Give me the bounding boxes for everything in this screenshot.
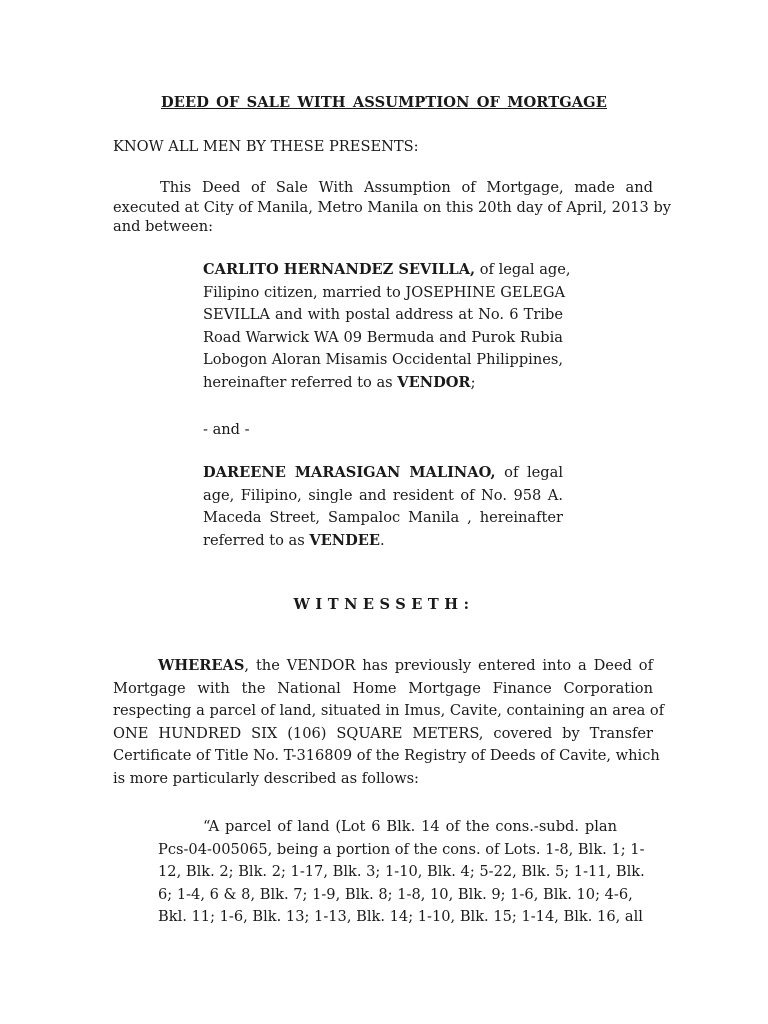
whereas-lead: WHEREAS	[158, 657, 245, 674]
whereas-line-text: , the VENDOR has previously entered into a Deed of	[244, 657, 653, 674]
quote-line: 12, Blk. 2; Blk. 2; 1-17, Blk. 3; 1-10, Blk. 4; 5-22, Blk. 5; 1-11, Blk.	[158, 863, 645, 880]
vendee-line-text: .	[380, 531, 385, 549]
vendee-line	[203, 462, 563, 485]
vendee-line	[203, 530, 563, 553]
vendor-line-text: hereinafter referred to as	[203, 373, 398, 391]
whereas-paragraph	[113, 655, 665, 790]
vendee-role: VENDEE	[309, 531, 381, 549]
vendor-line	[203, 372, 563, 395]
vendee-line: Maceda Street, Sampaloc Manila , hereinafter	[203, 509, 563, 526]
vendee-line-text: referred to as	[203, 531, 310, 549]
witnesseth-heading: WITNESSETH:	[293, 596, 475, 613]
intro-line: executed at City of Manila, Metro Manila on this 20th day of April, 2013 by	[113, 198, 672, 216]
quote-line: Bkl. 11; 1-6, Blk. 13; 1-13, Blk. 14; 1-10, Blk. 15; 1-14, Blk. 16, all	[158, 908, 643, 925]
salutation: KNOW ALL MEN BY THESE PRESENTS:	[113, 138, 419, 155]
vendor-role: VENDOR	[397, 373, 471, 391]
vendor-line	[203, 259, 571, 282]
whereas-line: Certificate of Title No. T-316809 of the Registry of Deeds of Cavite, which	[113, 747, 660, 764]
quote-line: “A parcel of land (Lot 6 Blk. 14 of the cons.-subd. plan	[203, 818, 617, 835]
and-separator: - and -	[203, 421, 250, 438]
whereas-line: is more particularly described as follows:	[113, 769, 419, 787]
quote-line: 6; 1-4, 6 & 8, Blk. 7; 1-9, Blk. 8; 1-8, 10, Blk. 9; 1-6, Blk. 10; 4-6,	[158, 885, 633, 903]
whereas-line: ONE HUNDRED SIX (106) SQUARE METERS, covered by Transfer	[113, 724, 653, 742]
whereas-line: Mortgage with the National Home Mortgage Finance Corporation	[113, 679, 653, 697]
vendee-name: DAREENE MARASIGAN MALINAO,	[203, 464, 496, 481]
intro-line: and between:	[113, 218, 214, 235]
whereas-line	[113, 655, 653, 678]
property-description-quote	[158, 816, 645, 929]
whereas-line: respecting a parcel of land, situated in Imus, Cavite, containing an area of	[113, 702, 665, 719]
vendor-line: Lobogon Aloran Misamis Occidental Philippines,	[203, 351, 563, 368]
vendor-block	[203, 259, 571, 394]
intro-line: This Deed of Sale With Assumption of Mortgage, made and	[160, 179, 653, 196]
vendee-line: age, Filipino, single and resident of No. 958 A.	[203, 486, 563, 504]
vendor-line-text: of legal age,	[475, 261, 571, 278]
vendor-line: SEVILLA and with postal address at No. 6 Tribe	[203, 306, 563, 323]
vendor-name: CARLITO HERNANDEZ SEVILLA,	[203, 261, 476, 278]
vendor-line-text: ;	[470, 373, 476, 391]
quote-line: Pcs-04-005065, being a portion of the cons. of Lots. 1-8, Blk. 1; 1-	[158, 840, 645, 858]
vendor-line: Filipino citizen, married to JOSEPHINE GELEGA	[203, 283, 566, 301]
document-title: DEED OF SALE WITH ASSUMPTION OF MORTGAGE	[161, 94, 607, 111]
vendor-line: Road Warwick WA 09 Bermuda and Purok Rubia	[203, 328, 563, 346]
vendee-block	[203, 462, 563, 552]
intro-paragraph	[113, 177, 672, 239]
vendee-line-text: of legal	[495, 464, 563, 481]
